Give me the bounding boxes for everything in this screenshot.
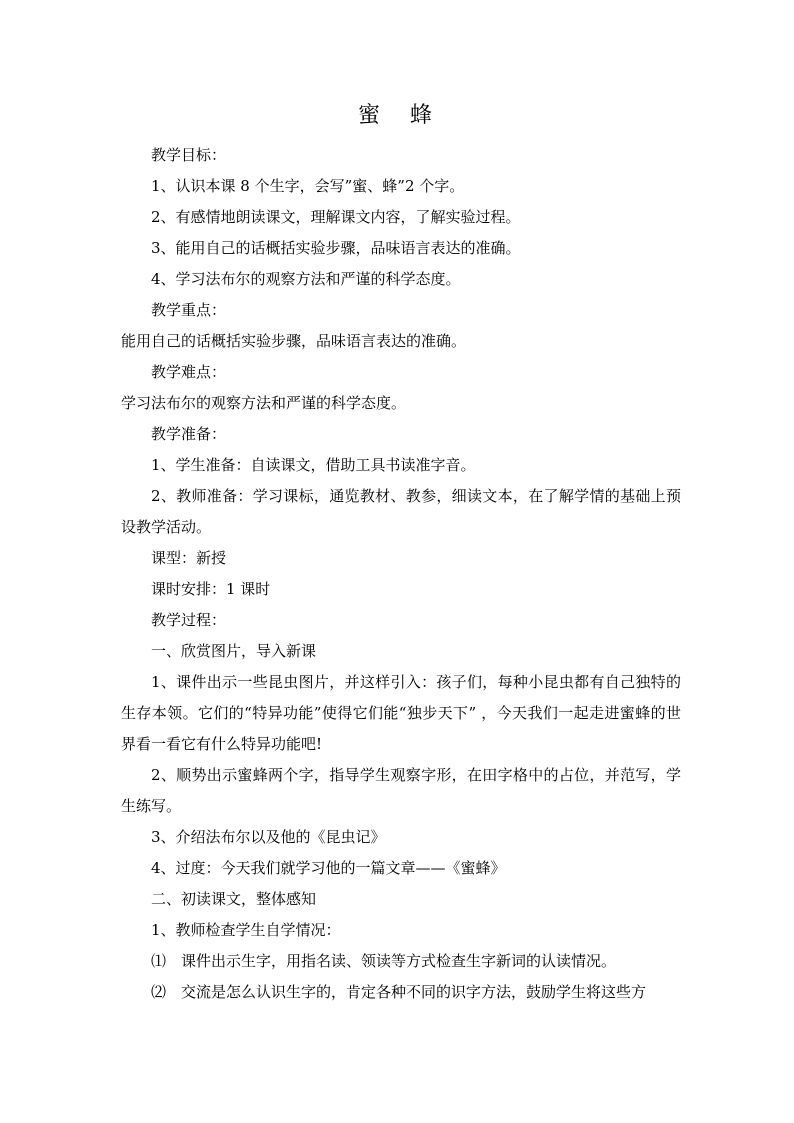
objectives-heading: 教学目标： <box>151 146 227 164</box>
preparation-heading: 教学准备： <box>151 425 227 443</box>
section-item: 1、课件出示一些昆虫图片，并这样引入：孩子们，每种小昆虫都有自己独特的生存本领。它们的“特异功能”使得它们能“独步天下” ，今天我们一起走进蜜蜂的世界看一看它有什么特异功能吧! <box>121 673 681 753</box>
section-item: 2、顺势出示蜜蜂两个字，指导学生观察字形，在田字格中的占位，并范写，学生练写。 <box>121 766 681 815</box>
objective-item: 1、认识本课 8 个生字，会写”蜜、蜂”2 个字。 <box>151 177 465 195</box>
section-item: 4、过度：今天我们就学习他的一篇文章——《蜜蜂》 <box>151 859 506 877</box>
section-heading: 二、初读课文，整体感知 <box>151 890 317 908</box>
process-heading: 教学过程： <box>151 611 227 629</box>
sub-heading: 1、教师检查学生自学情况： <box>151 921 341 939</box>
document-body <box>121 140 681 1008</box>
section-item: ⑴ 课件出示生字，用指名读、领读等方式检查生字新词的认读情况。 <box>151 952 617 970</box>
section-item: 3、介绍法布尔以及他的《昆虫记》 <box>151 828 386 846</box>
objective-item: 4、学习法布尔的观察方法和严谨的科学态度。 <box>151 270 461 288</box>
objective-item: 2、有感情地朗读课文，理解课文内容，了解实验过程。 <box>151 208 521 226</box>
objective-item: 3、能用自己的话概括实验步骤，品味语言表达的准确。 <box>151 239 521 257</box>
page-title: 蜜 蜂 <box>357 103 436 128</box>
section-heading: 一、欣赏图片，导入新课 <box>151 642 317 660</box>
lesson-type: 课型：新授 <box>151 549 227 567</box>
preparation-teacher: 2、教师准备：学习课标，通览教材、教参，细读文本，在了解学情的基础上预设教学活动。 <box>121 487 681 536</box>
preparation-student: 1、学生准备：自读课文，借助工具书读准字音。 <box>151 456 476 474</box>
difficulty-heading: 教学难点： <box>151 363 227 381</box>
key-point-heading: 教学重点： <box>151 301 227 319</box>
key-point-text: 能用自己的话概括实验步骤，品味语言表达的准确。 <box>121 332 467 350</box>
section-item: ⑵ 交流是怎么认识生字的，肯定各种不同的识字方法，鼓励学生将这些方 <box>151 983 647 1001</box>
lesson-schedule: 课时安排：1 课时 <box>151 580 271 598</box>
difficulty-text: 学习法布尔的观察方法和严谨的科学态度。 <box>121 394 407 412</box>
